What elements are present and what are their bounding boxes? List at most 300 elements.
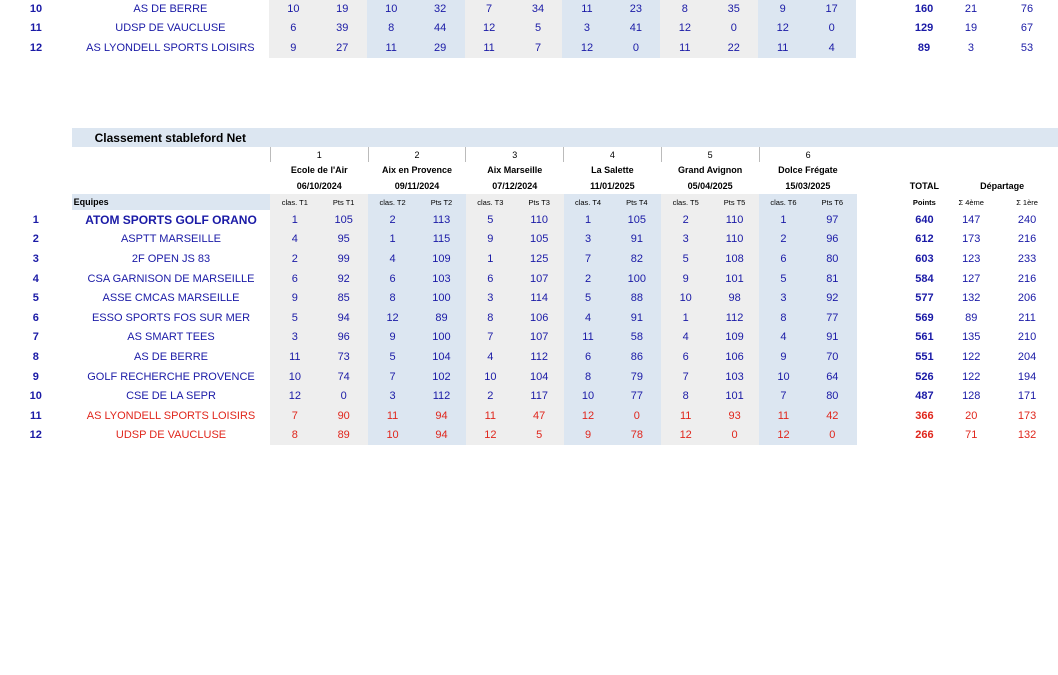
tiebreak-1st-cell: 216	[1017, 272, 1037, 285]
round-points-header: Pts T3	[515, 194, 564, 210]
spacer-cell	[857, 194, 903, 210]
round-points-cell: 94	[417, 426, 466, 446]
tiebreak-1st-cell: 216	[1017, 233, 1037, 246]
total-points-cell: 551	[915, 350, 934, 363]
round-points-cell: 0	[807, 19, 856, 39]
tiebreak-1st-cell: 53	[1020, 41, 1034, 54]
round-rank-cell: 7	[368, 367, 417, 387]
tiebreak-4th-cell: 21	[964, 2, 978, 15]
round-rank-cell: 9	[759, 347, 808, 367]
round-rank-cell: 1	[759, 210, 808, 230]
round-rank-cell: 9	[661, 269, 710, 289]
round-points-cell: 17	[807, 0, 856, 19]
round-points-cell: 79	[612, 367, 661, 387]
tiebreak-1st-cell: 211	[1018, 311, 1036, 324]
round-points-cell: 39	[318, 19, 367, 39]
tiebreak-1st-header: Σ 1ère	[1016, 197, 1038, 207]
total-points-cell: 577	[915, 292, 934, 305]
tiebreak-1st-cell: 171	[1017, 390, 1037, 403]
round-rank-cell: 3	[564, 230, 613, 250]
team-name: AS SMART TEES	[127, 331, 215, 344]
round-number: 5	[661, 147, 759, 162]
round-date: 05/04/2025	[687, 181, 733, 191]
round-rank-cell: 2	[368, 210, 417, 230]
tiebreak-4th-cell: 135	[962, 331, 981, 344]
round-rank-cell: 12	[465, 19, 514, 39]
round-rank-cell: 4	[759, 328, 808, 348]
round-rank-cell: 1	[661, 308, 710, 328]
spacer-cell	[857, 178, 903, 194]
round-rank-cell: 12	[466, 426, 515, 446]
round-points-cell: 101	[710, 386, 759, 406]
round-rank-cell: 4	[466, 347, 515, 367]
round-rank-cell: 11	[562, 0, 611, 19]
rank-cell: 8	[32, 350, 39, 363]
round-points-cell: 80	[808, 249, 857, 269]
round-points-cell: 106	[710, 347, 759, 367]
round-points-cell: 0	[710, 426, 759, 446]
round-rank-cell: 3	[368, 386, 417, 406]
round-points-cell: 64	[808, 367, 857, 387]
round-number: 2	[368, 147, 466, 162]
round-rank-cell: 3	[270, 328, 319, 348]
table-row	[0, 386, 1058, 406]
spacer-cell	[857, 230, 903, 250]
tiebreak-4th-cell: 122	[962, 370, 981, 383]
round-points-cell: 96	[808, 230, 857, 250]
round-course-name: La Salette	[591, 165, 634, 175]
total-points-cell: 266	[915, 429, 934, 442]
round-rank-header: clas. T4	[564, 194, 613, 210]
table-row	[0, 38, 1058, 58]
round-rank-cell: 1	[368, 230, 417, 250]
round-points-cell: 105	[319, 210, 368, 230]
round-points-cell: 0	[808, 426, 857, 446]
round-rank-cell: 2	[270, 249, 319, 269]
round-points-cell: 32	[416, 0, 465, 19]
round-points-cell: 86	[612, 347, 661, 367]
rank-cell: 11	[29, 409, 42, 422]
tiebreak-1st-cell: 204	[1017, 350, 1037, 363]
round-points-cell: 27	[318, 38, 367, 58]
round-points-cell: 103	[417, 269, 466, 289]
blank-cell	[72, 178, 271, 194]
round-rank-cell: 7	[465, 0, 514, 19]
round-date: 15/03/2025	[785, 181, 831, 191]
table-row	[0, 406, 1058, 426]
rank-cell: 1	[32, 213, 39, 226]
round-points-cell: 74	[319, 367, 368, 387]
total-points-cell: 603	[915, 252, 934, 265]
round-rank-header: clas. T5	[661, 194, 710, 210]
round-rank-cell: 11	[758, 38, 807, 58]
spacer-cell	[856, 38, 902, 58]
round-points-cell: 77	[808, 308, 857, 328]
table-row	[0, 367, 1058, 387]
round-rank-cell: 6	[269, 19, 318, 39]
tiebreak-4th-cell: 3	[967, 41, 975, 54]
spacer-cell	[857, 147, 903, 162]
round-rank-cell: 11	[564, 328, 613, 348]
round-points-cell: 105	[515, 230, 564, 250]
table-row	[0, 328, 1058, 348]
total-points-cell: 584	[915, 272, 934, 285]
round-points-cell: 112	[417, 386, 466, 406]
round-rank-cell: 12	[270, 386, 319, 406]
round-points-cell: 44	[416, 19, 465, 39]
round-points-header: Pts T4	[612, 194, 661, 210]
round-number: 1	[270, 147, 368, 162]
round-points-cell: 110	[710, 210, 759, 230]
round-points-cell: 112	[515, 347, 564, 367]
round-rank-cell: 3	[661, 230, 710, 250]
spacer-cell	[857, 288, 903, 308]
round-rank-cell: 11	[270, 347, 319, 367]
rank-cell: 3	[32, 252, 39, 265]
round-points-cell: 78	[612, 426, 661, 446]
tiebreak-1st-cell: 210	[1017, 331, 1037, 344]
round-points-cell: 94	[417, 406, 466, 426]
round-points-cell: 106	[515, 308, 564, 328]
tiebreak-1st-cell: 76	[1020, 2, 1034, 15]
round-points-cell: 107	[515, 328, 564, 348]
table-row	[0, 230, 1058, 250]
tiebreak-4th-cell: 20	[965, 409, 978, 422]
spacer-cell	[857, 367, 903, 387]
team-name: AS DE BERRE	[133, 2, 208, 15]
round-rank-cell: 8	[759, 308, 808, 328]
round-rank-cell: 4	[270, 230, 319, 250]
round-points-cell: 100	[417, 288, 466, 308]
tiebreak-1st-cell: 206	[1017, 292, 1037, 305]
round-points-cell: 92	[319, 269, 368, 289]
team-name: AS DE BERRE	[134, 350, 208, 363]
round-points-cell: 113	[417, 210, 466, 230]
round-points-header: Pts T2	[417, 194, 466, 210]
round-rank-cell: 8	[661, 386, 710, 406]
round-rank-cell: 4	[661, 328, 710, 348]
round-points-cell: 125	[515, 249, 564, 269]
round-rank-cell: 8	[564, 367, 613, 387]
spacer-cell	[856, 0, 902, 19]
round-rank-cell: 4	[368, 249, 417, 269]
tiebreak-1st-cell: 132	[1017, 429, 1037, 442]
round-points-cell: 100	[417, 328, 466, 348]
round-number: 4	[564, 147, 662, 162]
round-points-cell: 101	[710, 269, 759, 289]
round-points-cell: 96	[319, 328, 368, 348]
total-points-cell: 612	[915, 233, 934, 246]
round-rank-cell: 11	[660, 38, 709, 58]
round-points-cell: 117	[515, 386, 564, 406]
round-rank-cell: 7	[564, 249, 613, 269]
round-rank-cell: 10	[269, 0, 318, 19]
round-points-cell: 7	[514, 38, 563, 58]
round-points-cell: 107	[515, 269, 564, 289]
round-points-cell: 34	[514, 0, 563, 19]
round-points-cell: 35	[709, 0, 758, 19]
tiebreak-4th-cell: 132	[962, 292, 981, 305]
total-points-cell: 526	[915, 370, 934, 383]
round-points-header: Pts T6	[808, 194, 857, 210]
round-rank-cell: 9	[270, 288, 319, 308]
round-rank-cell: 6	[759, 249, 808, 269]
round-rank-cell: 12	[759, 426, 808, 446]
total-points-cell: 561	[915, 331, 934, 344]
total-points-cell: 89	[917, 41, 931, 54]
round-rank-cell: 6	[270, 269, 319, 289]
round-points-cell: 115	[417, 230, 466, 250]
column-header-row	[0, 194, 1058, 210]
spacer-cell	[857, 347, 903, 367]
tiebreak-4th-cell: 122	[962, 350, 981, 363]
tiebreak-4th-cell: 147	[962, 213, 981, 226]
round-rank-cell: 6	[466, 269, 515, 289]
round-rank-cell: 10	[270, 367, 319, 387]
round-points-cell: 109	[417, 249, 466, 269]
spacer-cell	[857, 162, 903, 178]
round-points-cell: 93	[710, 406, 759, 426]
tiebreak-1st-cell: 173	[1017, 409, 1037, 422]
rank-cell: 12	[29, 429, 42, 442]
tiebreak-4th-cell: 89	[965, 311, 978, 324]
total-label: TOTAL	[909, 181, 939, 191]
round-points-cell: 0	[319, 386, 368, 406]
spacer-cell	[857, 249, 903, 269]
rank-cell: 9	[32, 370, 39, 383]
round-points-cell: 77	[612, 386, 661, 406]
round-points-cell: 81	[808, 269, 857, 289]
table-row	[0, 308, 1058, 328]
rank-cell: 4	[32, 272, 39, 285]
round-points-cell: 0	[612, 406, 661, 426]
rank-cell: 10	[29, 2, 43, 15]
round-rank-cell: 5	[759, 269, 808, 289]
round-rank-cell: 8	[466, 308, 515, 328]
round-points-cell: 114	[515, 288, 564, 308]
round-points-cell: 70	[808, 347, 857, 367]
round-rank-cell: 6	[368, 269, 417, 289]
blank-cell	[0, 194, 72, 210]
total-points-cell: 366	[915, 409, 934, 422]
round-points-cell: 99	[319, 249, 368, 269]
round-points-cell: 85	[319, 288, 368, 308]
team-name: CSA GARNISON DE MARSEILLE	[87, 272, 255, 285]
rank-cell: 10	[29, 390, 42, 403]
team-name: GOLF RECHERCHE PROVENCE	[87, 370, 255, 383]
round-points-cell: 108	[710, 249, 759, 269]
title-row	[0, 128, 1058, 147]
round-rank-cell: 9	[564, 426, 613, 446]
stableford-net-table	[0, 128, 1058, 445]
rank-cell: 12	[29, 41, 43, 54]
total-points-cell: 129	[914, 22, 934, 35]
blank-cell	[0, 147, 72, 162]
round-rank-cell: 1	[564, 210, 613, 230]
previous-ranking-table	[0, 0, 1058, 58]
table-row	[0, 426, 1058, 446]
tiebreak-1st-cell: 240	[1017, 213, 1037, 226]
round-number-row	[0, 147, 1058, 162]
round-points-cell: 104	[515, 367, 564, 387]
round-course-name: Ecole de l'Air	[290, 165, 348, 175]
blank-cell	[72, 147, 271, 162]
round-rank-cell: 5	[368, 347, 417, 367]
round-points-cell: 94	[319, 308, 368, 328]
table-row	[0, 19, 1058, 39]
round-points-cell: 29	[416, 38, 465, 58]
tiebreak-4th-header: Σ 4ème	[958, 197, 984, 207]
round-number: 3	[466, 147, 564, 162]
tiebreak-4th-cell: 123	[962, 252, 981, 265]
round-rank-cell: 10	[368, 426, 417, 446]
round-points-cell: 92	[808, 288, 857, 308]
round-rank-cell: 2	[759, 230, 808, 250]
team-name: UDSP DE VAUCLUSE	[115, 22, 226, 35]
round-points-cell: 112	[710, 308, 759, 328]
team-name: 2F OPEN JS 83	[131, 252, 211, 265]
round-rank-cell: 10	[564, 386, 613, 406]
table-title: Classement stableford Net	[72, 128, 1058, 147]
rank-cell: 11	[30, 22, 42, 35]
round-rank-cell: 11	[368, 406, 417, 426]
round-points-cell: 98	[710, 288, 759, 308]
round-points-cell: 110	[710, 230, 759, 250]
round-course-name: Aix en Provence	[381, 165, 453, 175]
table-row	[0, 0, 1058, 19]
round-course-name: Dolce Frégate	[778, 165, 838, 175]
spacer-cell	[856, 19, 902, 39]
round-points-cell: 109	[710, 328, 759, 348]
round-rank-cell: 8	[367, 19, 416, 39]
round-rank-cell: 8	[270, 426, 319, 446]
round-rank-cell: 10	[759, 367, 808, 387]
round-points-cell: 58	[612, 328, 661, 348]
team-name: AS LYONDELL SPORTS LOISIRS	[86, 409, 256, 422]
round-rank-cell: 2	[564, 269, 613, 289]
round-rank-cell: 7	[759, 386, 808, 406]
round-rank-cell: 10	[367, 0, 416, 19]
tiebreak-1st-cell: 194	[1017, 370, 1037, 383]
round-rank-cell: 5	[661, 249, 710, 269]
round-points-cell: 95	[319, 230, 368, 250]
round-rank-cell: 9	[758, 0, 807, 19]
round-points-cell: 102	[417, 367, 466, 387]
round-rank-header: clas. T3	[466, 194, 515, 210]
team-name: UDSP DE VAUCLUSE	[115, 429, 227, 442]
spacer-cell	[857, 269, 903, 289]
round-points-header: Pts T5	[710, 194, 759, 210]
round-rank-cell: 2	[661, 210, 710, 230]
tiebreak-4th-cell: 173	[962, 233, 981, 246]
round-name-row	[0, 162, 1058, 178]
round-rank-cell: 1	[270, 210, 319, 230]
round-date: 06/10/2024	[296, 181, 342, 191]
spacer-cell	[857, 210, 903, 230]
equipes-header: Equipes	[72, 194, 271, 210]
spacer-cell	[857, 406, 903, 426]
round-rank-cell: 3	[466, 288, 515, 308]
round-points-cell: 100	[612, 269, 661, 289]
team-name: ATOM SPORTS GOLF ORANO	[85, 212, 257, 227]
round-rank-cell: 6	[564, 347, 613, 367]
blank-cell	[902, 162, 1058, 178]
round-points-cell: 5	[514, 19, 563, 39]
spacer-cell	[857, 308, 903, 328]
departage-label: Départage	[980, 181, 1025, 191]
round-course-name: Grand Avignon	[677, 165, 743, 175]
round-rank-cell: 5	[270, 308, 319, 328]
round-rank-cell: 4	[564, 308, 613, 328]
team-name: ESSO SPORTS FOS SUR MER	[91, 311, 251, 324]
total-points-cell: 640	[915, 213, 934, 226]
round-rank-cell: 11	[661, 406, 710, 426]
round-points-cell: 47	[515, 406, 564, 426]
round-points-cell: 88	[612, 288, 661, 308]
round-points-cell: 5	[515, 426, 564, 446]
round-points-cell: 110	[515, 210, 564, 230]
spacer-cell	[857, 426, 903, 446]
round-rank-cell: 3	[759, 288, 808, 308]
tiebreak-4th-cell: 128	[962, 390, 981, 403]
round-points-cell: 89	[417, 308, 466, 328]
round-points-cell: 22	[709, 38, 758, 58]
total-points-cell: 487	[915, 390, 934, 403]
round-rank-cell: 8	[660, 0, 709, 19]
round-rank-cell: 9	[466, 230, 515, 250]
round-points-cell: 42	[808, 406, 857, 426]
round-points-cell: 91	[808, 328, 857, 348]
points-header: Points	[912, 197, 936, 207]
round-rank-header: clas. T1	[270, 194, 319, 210]
round-rank-cell: 2	[466, 386, 515, 406]
round-points-cell: 4	[807, 38, 856, 58]
round-points-cell: 90	[319, 406, 368, 426]
round-rank-cell: 11	[759, 406, 808, 426]
round-rank-cell: 6	[661, 347, 710, 367]
table-row	[0, 347, 1058, 367]
table-row	[0, 288, 1058, 308]
round-rank-header: clas. T6	[759, 194, 808, 210]
round-rank-cell: 5	[466, 210, 515, 230]
round-rank-cell: 9	[368, 328, 417, 348]
round-points-cell: 0	[709, 19, 758, 39]
tiebreak-4th-cell: 19	[964, 22, 978, 35]
tiebreak-1st-cell: 233	[1017, 252, 1037, 265]
rank-cell: 7	[32, 331, 39, 344]
round-points-cell: 91	[612, 230, 661, 250]
round-points-cell: 73	[319, 347, 368, 367]
round-course-name: Aix Marseille	[487, 165, 543, 175]
round-points-cell: 97	[808, 210, 857, 230]
round-rank-cell: 10	[466, 367, 515, 387]
table-row	[0, 269, 1058, 289]
round-rank-cell: 12	[562, 38, 611, 58]
round-rank-cell: 12	[564, 406, 613, 426]
round-rank-cell: 11	[367, 38, 416, 58]
round-rank-cell: 12	[758, 19, 807, 39]
rank-cell: 5	[32, 292, 39, 305]
rank-cell: 2	[32, 233, 39, 246]
round-rank-cell: 12	[661, 426, 710, 446]
round-rank-cell: 10	[661, 288, 710, 308]
round-rank-cell: 12	[368, 308, 417, 328]
round-rank-cell: 7	[270, 406, 319, 426]
round-points-header: Pts T1	[319, 194, 368, 210]
round-points-cell: 91	[612, 308, 661, 328]
round-points-cell: 23	[611, 0, 660, 19]
round-rank-cell: 9	[269, 38, 318, 58]
